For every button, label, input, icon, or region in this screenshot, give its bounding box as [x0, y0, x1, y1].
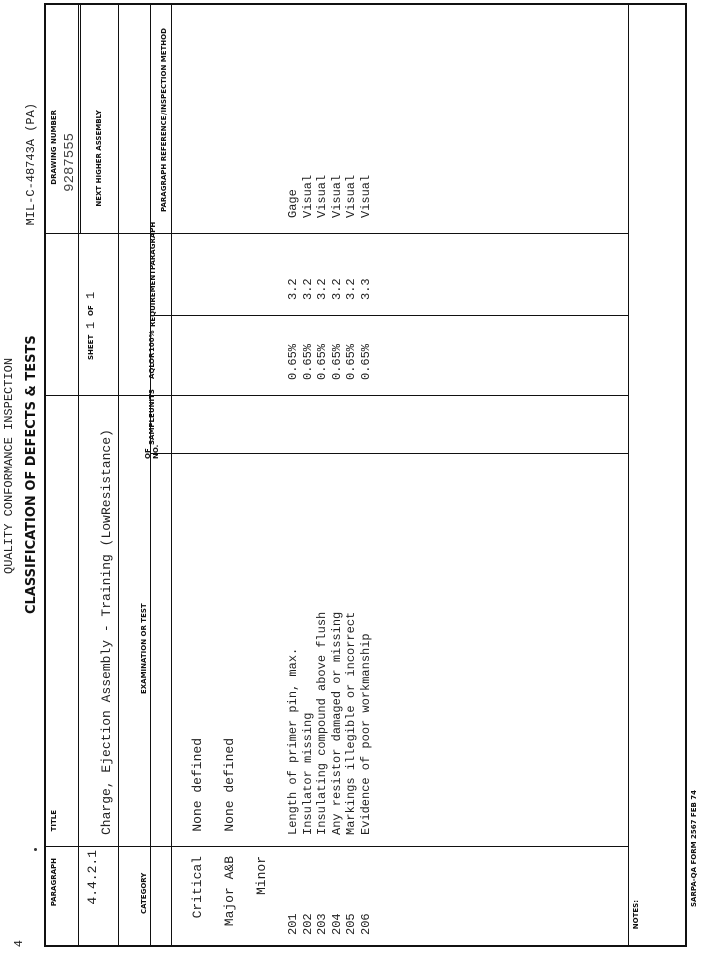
row-code: 206	[359, 913, 373, 935]
divider	[44, 233, 628, 234]
category-minor: Minor	[254, 856, 269, 896]
col-aql-1: AQL	[148, 363, 156, 380]
drawing-value: 9287555	[62, 133, 78, 192]
row-exam: Evidence of poor workmanship	[359, 633, 373, 835]
row-req: 3.2	[301, 278, 315, 300]
col-req-1: REQUIREMENT	[149, 269, 157, 327]
row-code: 203	[315, 913, 329, 935]
col-aql-3: 100%	[148, 330, 156, 353]
col-ref-2: /INSPECTION METHOD	[160, 28, 168, 116]
row-req: 3.2	[315, 278, 329, 300]
category-major-text: None defined	[222, 738, 237, 832]
col-sample-2: SAMPLE	[148, 412, 156, 445]
row-aql: 0.65%	[301, 343, 315, 380]
row-req: 3.2	[344, 278, 358, 300]
row-method: Visual	[344, 174, 358, 218]
col-exam: EXAMINATION OR TEST	[140, 603, 148, 695]
col-sample	[136, 388, 168, 460]
paragraph-label: PARAGRAPH	[50, 858, 58, 907]
row-req: 3.2	[286, 278, 300, 300]
divider	[118, 5, 119, 946]
row-req: 3.3	[359, 278, 373, 300]
sheet-number: 1	[84, 321, 98, 329]
row-aql: 0.65%	[359, 343, 373, 380]
divider	[628, 5, 629, 946]
notes-label: NOTES:	[632, 900, 640, 930]
sheet-of: OF	[87, 304, 95, 316]
row-exam: Markings illegible or incorrect	[344, 611, 358, 835]
page-number: 4	[12, 940, 26, 948]
row-exam: Insulator missing	[301, 712, 315, 835]
row-aql: 0.65%	[330, 343, 344, 380]
paragraph-value: 4.4.2.1	[85, 850, 100, 905]
row-exam: Insulating compound above flush	[315, 611, 329, 835]
col-ref-1: PARAGRAPH REFERENCE	[160, 115, 168, 212]
header-title-2: CLASSIFICATION OF DEFECTS & TESTS	[24, 335, 39, 615]
col-aql	[136, 316, 168, 394]
divider	[78, 5, 79, 946]
col-req	[138, 221, 168, 327]
col-ref	[138, 10, 168, 230]
form-id: SARPA-QA FORM 2567 FEB 74	[690, 790, 698, 907]
row-method: Visual	[330, 174, 344, 218]
col-aql-2: OR	[148, 352, 156, 364]
title-value	[84, 429, 114, 835]
row-method: Visual	[301, 174, 315, 218]
row-code: 204	[330, 913, 344, 935]
divider	[44, 395, 628, 396]
header-title-1: QUALITY CONFORMANCE INSPECTION	[2, 357, 16, 575]
drawing-label: DRAWING NUMBER	[50, 110, 58, 185]
divider	[150, 453, 628, 454]
title-line-2: Resistance)	[99, 429, 114, 516]
row-code: 201	[286, 913, 300, 935]
row-aql: 0.65%	[315, 343, 329, 380]
row-exam: Length of primer pin, max.	[286, 647, 300, 835]
category-critical: Critical	[190, 856, 205, 919]
divider	[171, 5, 172, 946]
divider	[80, 5, 81, 233]
spec-number: MIL-C-48743A (PA)	[24, 103, 38, 226]
row-req: 3.2	[330, 278, 344, 300]
row-aql: 0.65%	[286, 343, 300, 380]
next-higher-assembly-label: NEXT HIGHER ASSEMBLY	[95, 110, 103, 207]
row-code: 202	[301, 913, 315, 935]
col-sample-1: NO. OF	[144, 444, 160, 460]
row-method: Visual	[359, 174, 373, 218]
divider	[44, 846, 628, 847]
col-req-2: PARAGRAPH	[149, 221, 157, 270]
stray-mark	[34, 848, 37, 851]
title-line-1: Charge, Ejection Assembly - Training (Low	[99, 515, 114, 835]
category-major: Major A&B	[222, 856, 237, 927]
title-label: TITLE	[50, 810, 58, 832]
row-code: 205	[344, 913, 358, 935]
col-category: CATEGORY	[140, 872, 148, 914]
col-sample-3: UNITS	[148, 388, 156, 413]
row-method: Visual	[315, 174, 329, 218]
row-aql: 0.65%	[344, 343, 358, 380]
sheet-total: 1	[84, 291, 98, 299]
category-critical-text: None defined	[190, 738, 205, 832]
sheet-info	[84, 250, 98, 360]
row-method: Gage	[286, 189, 300, 218]
sheet-label: SHEET	[87, 334, 95, 360]
row-exam: Any resistor damaged or missing	[330, 611, 344, 835]
divider	[150, 315, 628, 316]
